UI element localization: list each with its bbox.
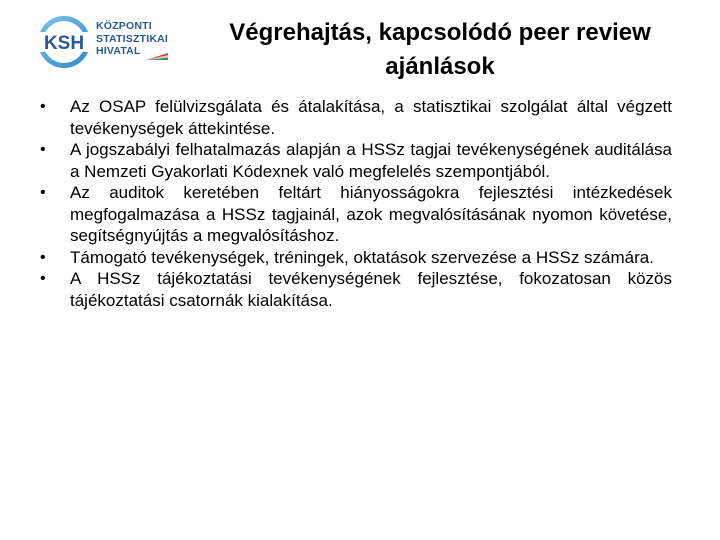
list-item-text: Az auditok keretében feltárt hiányosságokra fejlesztési intézkedések megfogalmazása a HSSz tagjainál, azok megvalósításának nyomon követése, segítségnyújtás a megvalósításhoz. <box>70 183 672 245</box>
logo-wordmark <box>96 20 168 58</box>
list-item <box>40 139 672 182</box>
list-item <box>40 268 672 311</box>
list-item-text: A jogszabályi felhatalmazás alapján a HSSz tagjai tevékenységének auditálása a Nemzeti Gyakorlati Kódexnek való megfelelés szempontjából. <box>70 140 672 181</box>
flag-stripe-icon <box>146 53 168 60</box>
bullet-icon: • <box>40 248 46 266</box>
page-title: Végrehajtás, kapcsolódó peer review ajánlások <box>229 19 651 80</box>
logo-line-1: KÖZPONTI <box>96 20 152 32</box>
bullet-icon: • <box>40 141 46 158</box>
bullet-icon: • <box>40 184 46 201</box>
list-item-text: Támogató tevékenységek, tréningek, oktatások szervezése a HSSz számára. <box>70 247 654 267</box>
logo-abbr: KSH <box>43 33 85 54</box>
list-item <box>40 247 672 269</box>
logo-line-3: HIVATAL <box>96 45 141 57</box>
list-item <box>40 182 672 247</box>
logo-line-2: STATISZTIKAI <box>96 32 169 45</box>
ksh-logo-emblem-icon <box>34 14 94 70</box>
ksh-logo <box>34 14 184 70</box>
bullet-icon: • <box>40 98 46 115</box>
list-item-text: Az OSAP felülvizsgálata és átalakítása, a statisztikai szolgálat által végzett tevékenységek áttekintése. <box>70 97 672 138</box>
bullet-list <box>40 96 672 311</box>
list-item-text: A HSSz tájékoztatási tevékenységének fejlesztése, fokozatosan közös tájékoztatási csatornák kialakítása. <box>70 269 672 310</box>
bullet-icon: • <box>40 270 46 287</box>
list-item <box>40 96 672 139</box>
